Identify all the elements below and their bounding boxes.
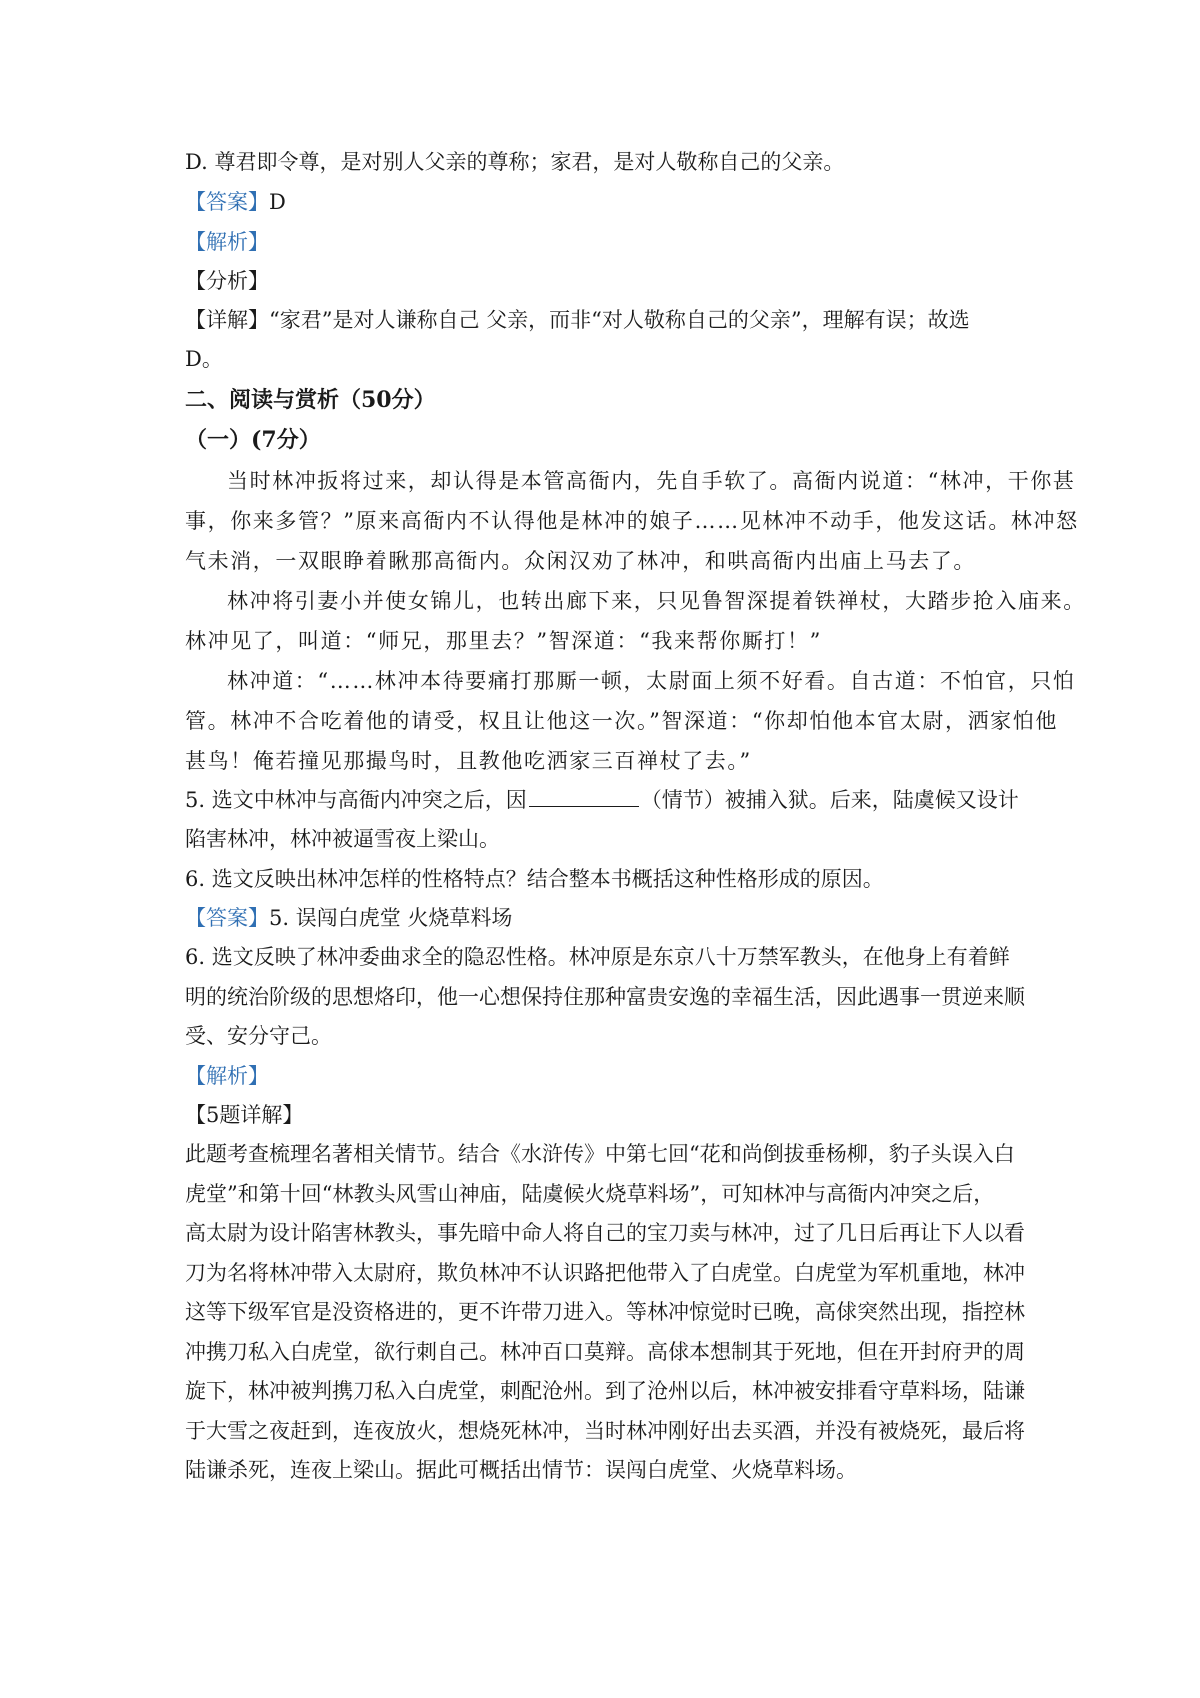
q5-detail-line: 冲携刀私入白虎堂，欲行刺自己。林冲百口莫辩。高俅本想制其于死地，但在开封府尹的周 <box>185 1340 1025 1364</box>
answer-line <box>185 185 286 219</box>
detail-text-1: “家君”是对人谦称自己 父亲，而非“对人敬称自己的父亲”，理解有误；故选 <box>269 308 970 332</box>
question-5-part-1: 5. 选文中林冲与高衙内冲突之后，因 <box>185 788 527 812</box>
detail-line-1 <box>185 303 970 337</box>
q5-detail-line: 陆谦杀死，连夜上梁山。据此可概括出情节：误闯白虎堂、火烧草料场。 <box>185 1458 857 1482</box>
q5-detail-tag: 【5题详解】 <box>185 1103 304 1127</box>
analysis-tag: 【解析】 <box>185 230 269 254</box>
q5-detail-line: 刀为名将林冲带入太尉府，欺负林冲不认识路把他带入了白虎堂。白虎堂为军机重地，林冲 <box>185 1261 1025 1285</box>
question-6: 6. 选文反映出林冲怎样的性格特点？结合整本书概括这种性格形成的原因。 <box>185 867 884 891</box>
section-2-subtitle: （一）(7分） <box>185 427 321 453</box>
answer-6-line: 受、安分守己。 <box>185 1024 332 1048</box>
q5-detail-line: 虎堂”和第十回“林教头风雪山神庙，陆虞候火烧草料场”，可知林冲与高衙内冲突之后， <box>185 1182 995 1206</box>
question-5 <box>185 783 1019 817</box>
answer-6-line: 明的统治阶级的思想烙印，他一心想保持住那种富贵安逸的幸福生活，因此遇事一贯逆来顺 <box>185 985 1025 1009</box>
q5-detail-line: 于大雪之夜赶到，连夜放火，想烧死林冲，当时林冲刚好出去买酒，并没有被烧死，最后将 <box>185 1419 1025 1443</box>
passage-line: 当时林冲扳将过来，却认得是本管高衙内，先自手软了。高衙内说道：“林冲，干你甚 <box>227 469 1076 493</box>
fill-in-blank[interactable] <box>529 784 639 807</box>
question-5-part-2: （情节）被捕入狱。后来，陆虞候又设计 <box>640 788 1019 812</box>
passage-line: 管。林冲不合吃着他的请受，权且让他这一次。”智深道：“你却怕他本官太尉，洒家怕他 <box>185 709 1058 733</box>
q5-detail-line: 旋下，林冲被判携刀私入白虎堂，刺配沧州。到了沧州以后，林冲被安排看守草料场，陆谦 <box>185 1379 1025 1403</box>
answer-6-line: 6. 选文反映了林冲委曲求全的隐忍性格。林冲原是东京八十万禁军教头，在他身上有着鲜 <box>185 945 1010 969</box>
fenxi-tag: 【分析】 <box>185 269 269 293</box>
option-d: D. 尊君即令尊，是对别人父亲的尊称；家君，是对人敬称自己的父亲。 <box>185 150 845 174</box>
section-2-title: 二、阅读与赏析（50分） <box>185 387 436 413</box>
passage-line: 事，你来多管？”原来高衙内不认得他是林冲的娘子……见林冲不动手，他发这话。林冲怒 <box>185 509 1079 533</box>
detail-line-2: D。 <box>185 347 223 371</box>
q5-detail-line: 这等下级军官是没资格进的，更不许带刀进入。等林冲惊觉时已晚，高俅突然出现，指控林 <box>185 1300 1025 1324</box>
passage-line: 甚鸟！俺若撞见那撮鸟时，且教他吃洒家三百禅杖了去。” <box>185 749 752 773</box>
q5-detail-line: 此题考查梳理名著相关情节。结合《水浒传》中第七回“花和尚倒拔垂杨柳，豹子头误入白 <box>185 1142 1015 1166</box>
question-5-line-2: 陷害林冲，林冲被逼雪夜上梁山。 <box>185 827 500 851</box>
q5-detail-line: 高太尉为设计陷害林教头，事先暗中命人将自己的宝刀卖与林冲，过了几日后再让下人以看 <box>185 1221 1025 1245</box>
detail-tag: 【详解】 <box>185 308 269 332</box>
answer-tag: 【答案】 <box>185 190 269 214</box>
passage-line: 林冲道：“……林冲本待要痛打那厮一顿，太尉面上须不好看。自古道：不怕官，只怕 <box>227 669 1076 693</box>
passage-line: 林冲见了，叫道：“师兄，那里去？”智深道：“我来帮你厮打！” <box>185 629 822 653</box>
answer-5-line <box>185 901 512 935</box>
passage-line: 气未消，一双眼睁着瞅那高衙内。众闲汉劝了林冲，和哄高衙内出庙上马去了。 <box>185 549 976 573</box>
answer-5: 5. 误闯白虎堂 火烧草料场 <box>269 906 513 930</box>
passage-line: 林冲将引妻小并使女锦儿，也转出廊下来，只见鲁智深提着铁禅杖，大踏步抢入庙来。 <box>227 589 1086 613</box>
answer-tag: 【答案】 <box>185 906 269 930</box>
answer-value: D <box>269 190 286 214</box>
analysis-tag: 【解析】 <box>185 1064 269 1088</box>
